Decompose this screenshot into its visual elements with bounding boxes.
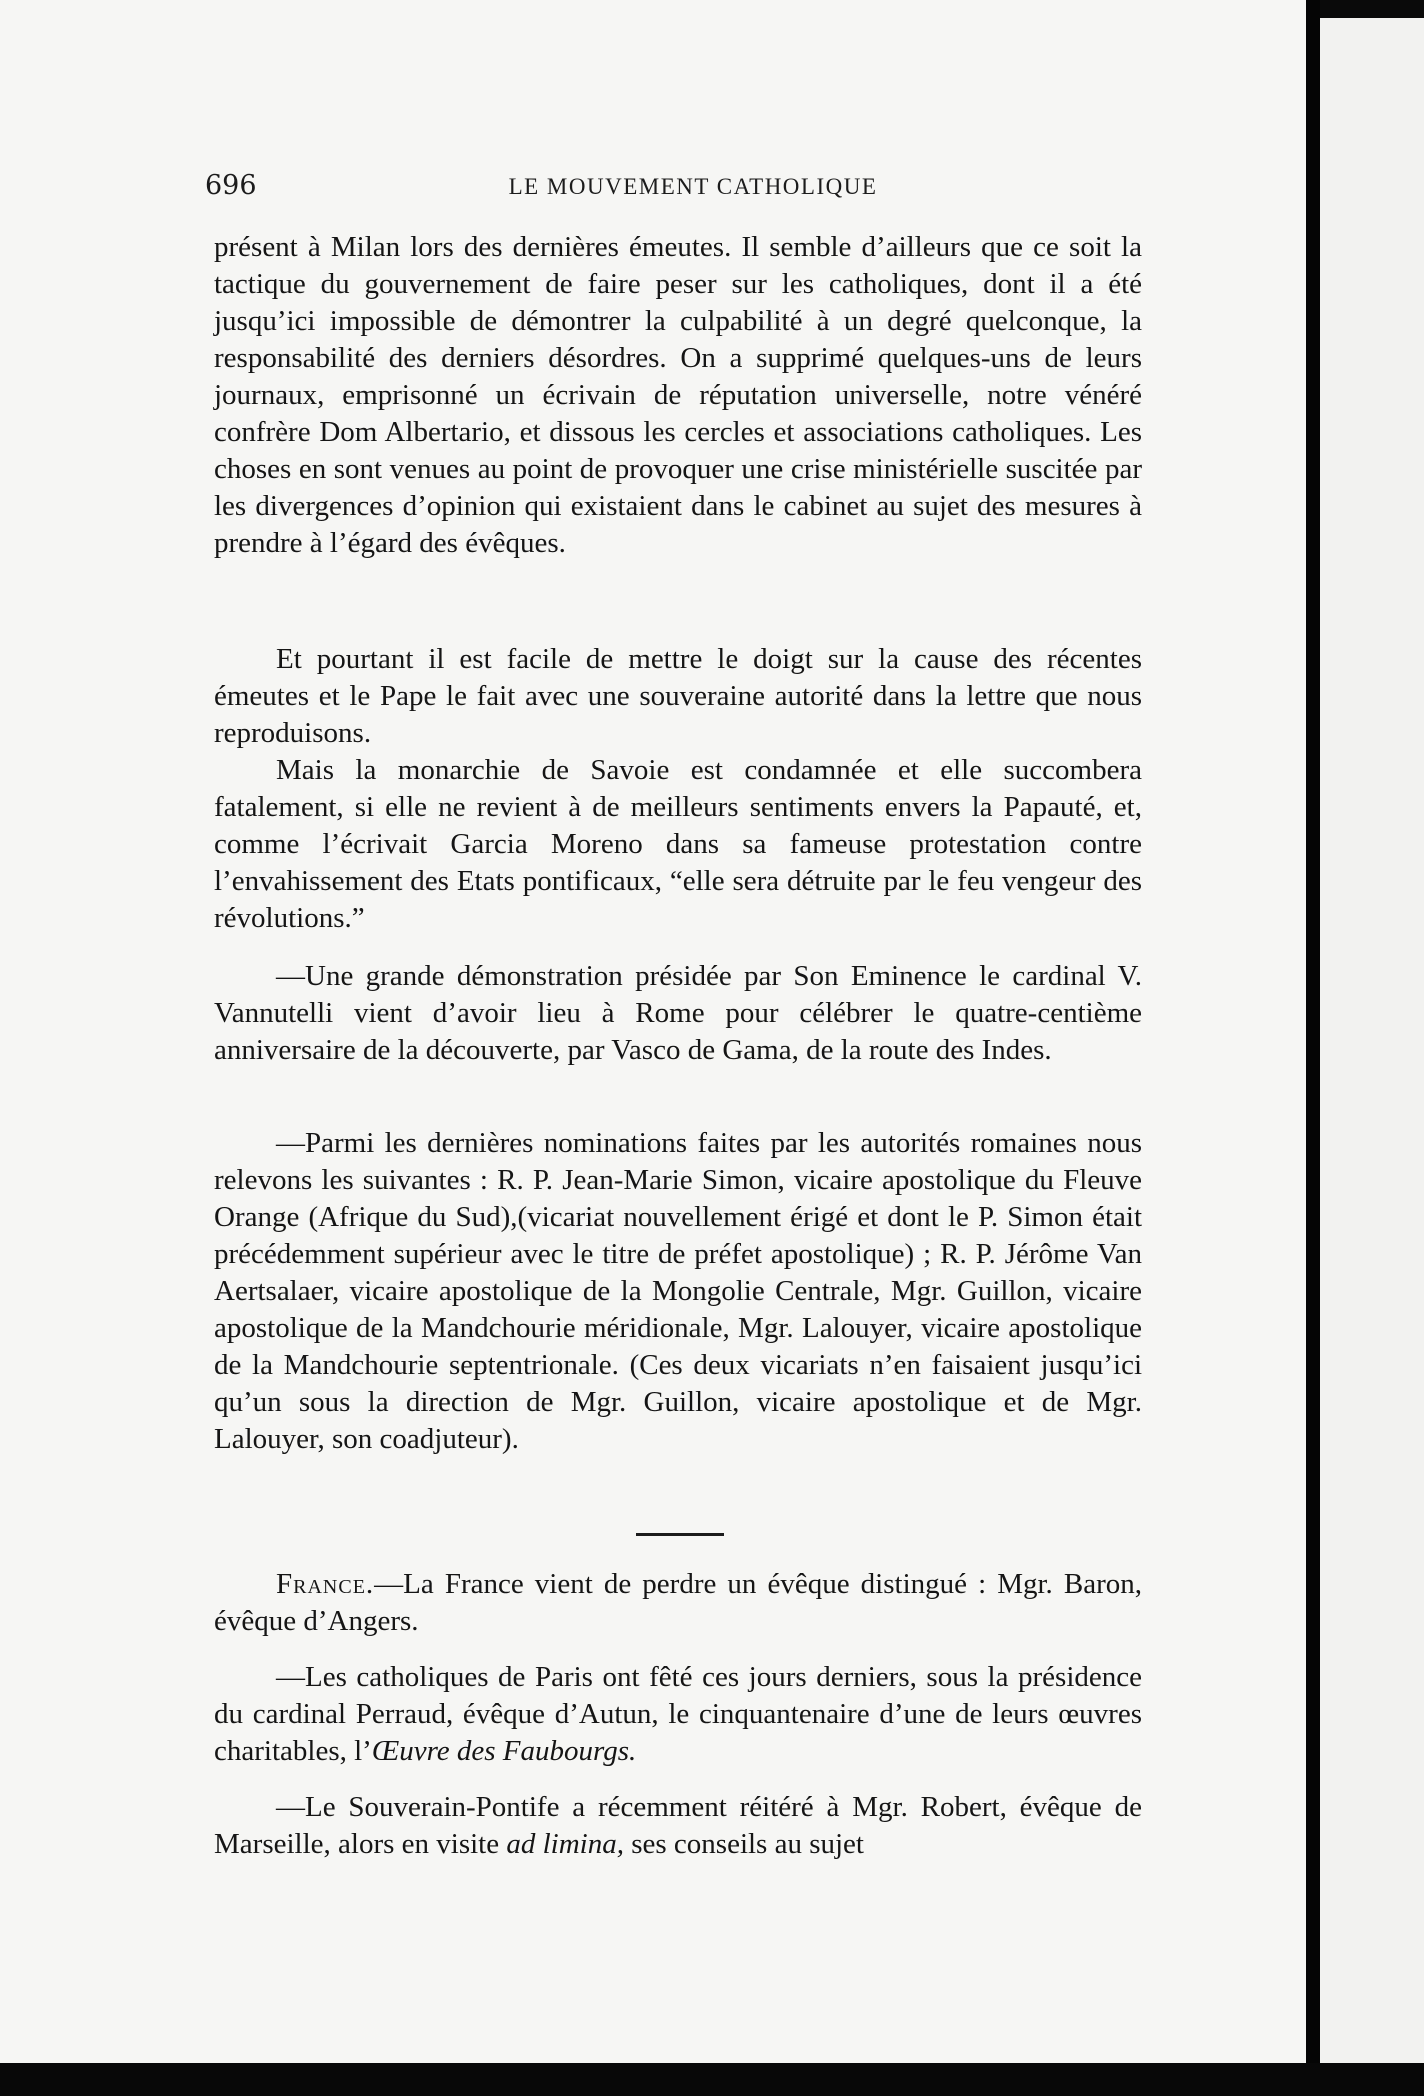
italic-work-title: Œuvre des Faubourgs.: [371, 1735, 637, 1767]
paragraph-text: [214, 1659, 1142, 1770]
paragraph-body-end: ses conseils au sujet: [623, 1828, 864, 1860]
paragraph-france-bishop: [214, 1566, 1142, 1640]
paragraph-pope-letter: [214, 641, 1142, 752]
paragraph-nominations: [214, 1125, 1142, 1458]
paragraph-body: —Le Souverain-Pontife a récemment réitéré à Mgr. Robert, évêque de Marseille, alors en visite: [214, 1791, 1142, 1860]
paragraph-milan-unrest: [214, 229, 1142, 562]
paragraph-text: —Parmi les dernières nominations faites par les autorités romaines nous relevons les suivantes : R. P. Jean-Marie Simon, vicaire apostolique du Fleuve Orange (Afrique du Sud),(vicariat nouvellement érigé et dont le P. Simon était précédemment supérieur avec le titre de préfet apostolique) ; R. P. Jérôme Van Aertsalaer, vicaire apostolique de la Mongolie Centrale, Mgr. Guillon, vicaire apostolique de la Mandchourie méridionale, Mgr. Lalouyer, vicaire apostolique de la Mandchourie septentrionale. (Ces deux vicariats n’en faisaient jusqu’ici qu’un sous la direction de Mgr. Guillon, vicaire apostolique et de Mgr. Lalouyer, son coadjuteur).: [214, 1127, 1142, 1455]
paragraph-vasco-de-gama: [214, 958, 1142, 1069]
paragraph-text: [214, 1789, 1142, 1863]
paragraph-body: —La France vient de perdre un évêque distingué : Mgr. Baron, évêque d’Angers.: [214, 1568, 1142, 1637]
paragraph-text: présent à Milan lors des dernières émeutes. Il semble d’ailleurs que ce soit la tactique du gouvernement de faire peser sur les catholiques, dont il a été jusqu’ici impossible de démontrer la culpabilité à un degré quelconque, la responsabilité des derniers désordres. On a supprimé quelques-uns de leurs journaux, emprisonné un écrivain de réputation universelle, notre vénéré confrère Dom Albertario, et dissous les cercles et associations catholiques. Les choses en sont venues au point de provoquer une crise ministérielle suscitée par les divergences d’opinion qui existaient dans le cabinet au sujet des mesures à prendre à l’égard des évêques.: [214, 231, 1142, 559]
running-head-title: LE MOUVEMENT CATHOLIQUE: [508, 174, 878, 199]
section-heading-france: France.: [276, 1568, 375, 1600]
book-gutter: [1306, 0, 1320, 2096]
paragraph-savoy-monarchy: [214, 752, 1142, 937]
paragraph-marseille-bishop: [214, 1789, 1142, 1863]
paragraph-text: [214, 1566, 1142, 1640]
scan-border-bottom: [0, 2063, 1424, 2096]
page-number: 696: [205, 170, 257, 201]
paragraph-paris-jubilee: [214, 1659, 1142, 1770]
paragraph-body: —Les catholiques de Paris ont fêté ces jours derniers, sous la présidence du cardinal Perraud, évêque d’Autun, le cinquantenaire d’une de leurs œuvres charitables, l’: [214, 1661, 1142, 1767]
section-separator-rule: [636, 1533, 724, 1536]
paragraph-text: —Une grande démonstration présidée par Son Eminence le cardinal V. Vannutelli vient d’avoir lieu à Rome pour célébrer le quatre-centième anniversaire de la découverte, par Vasco de Gama, de la route des Indes.: [214, 960, 1142, 1066]
running-head: [0, 174, 1306, 200]
facing-page-edge: [1320, 18, 1424, 2063]
paragraph-text: Et pourtant il est facile de mettre le doigt sur la cause des récentes émeutes et le Pape le fait avec une souveraine autorité dans la lettre que nous reproduisons.: [214, 643, 1142, 749]
paragraph-text: Mais la monarchie de Savoie est condamnée et elle succombera fatalement, si elle ne revient à de meilleurs sentiments envers la Papauté, et, comme l’écrivait Garcia Moreno dans sa fameuse protestation contre l’envahissement des Etats pontificaux, “elle sera détruite par le feu vengeur des révolutions.”: [214, 754, 1142, 934]
italic-latin-phrase: ad limina,: [506, 1828, 624, 1860]
